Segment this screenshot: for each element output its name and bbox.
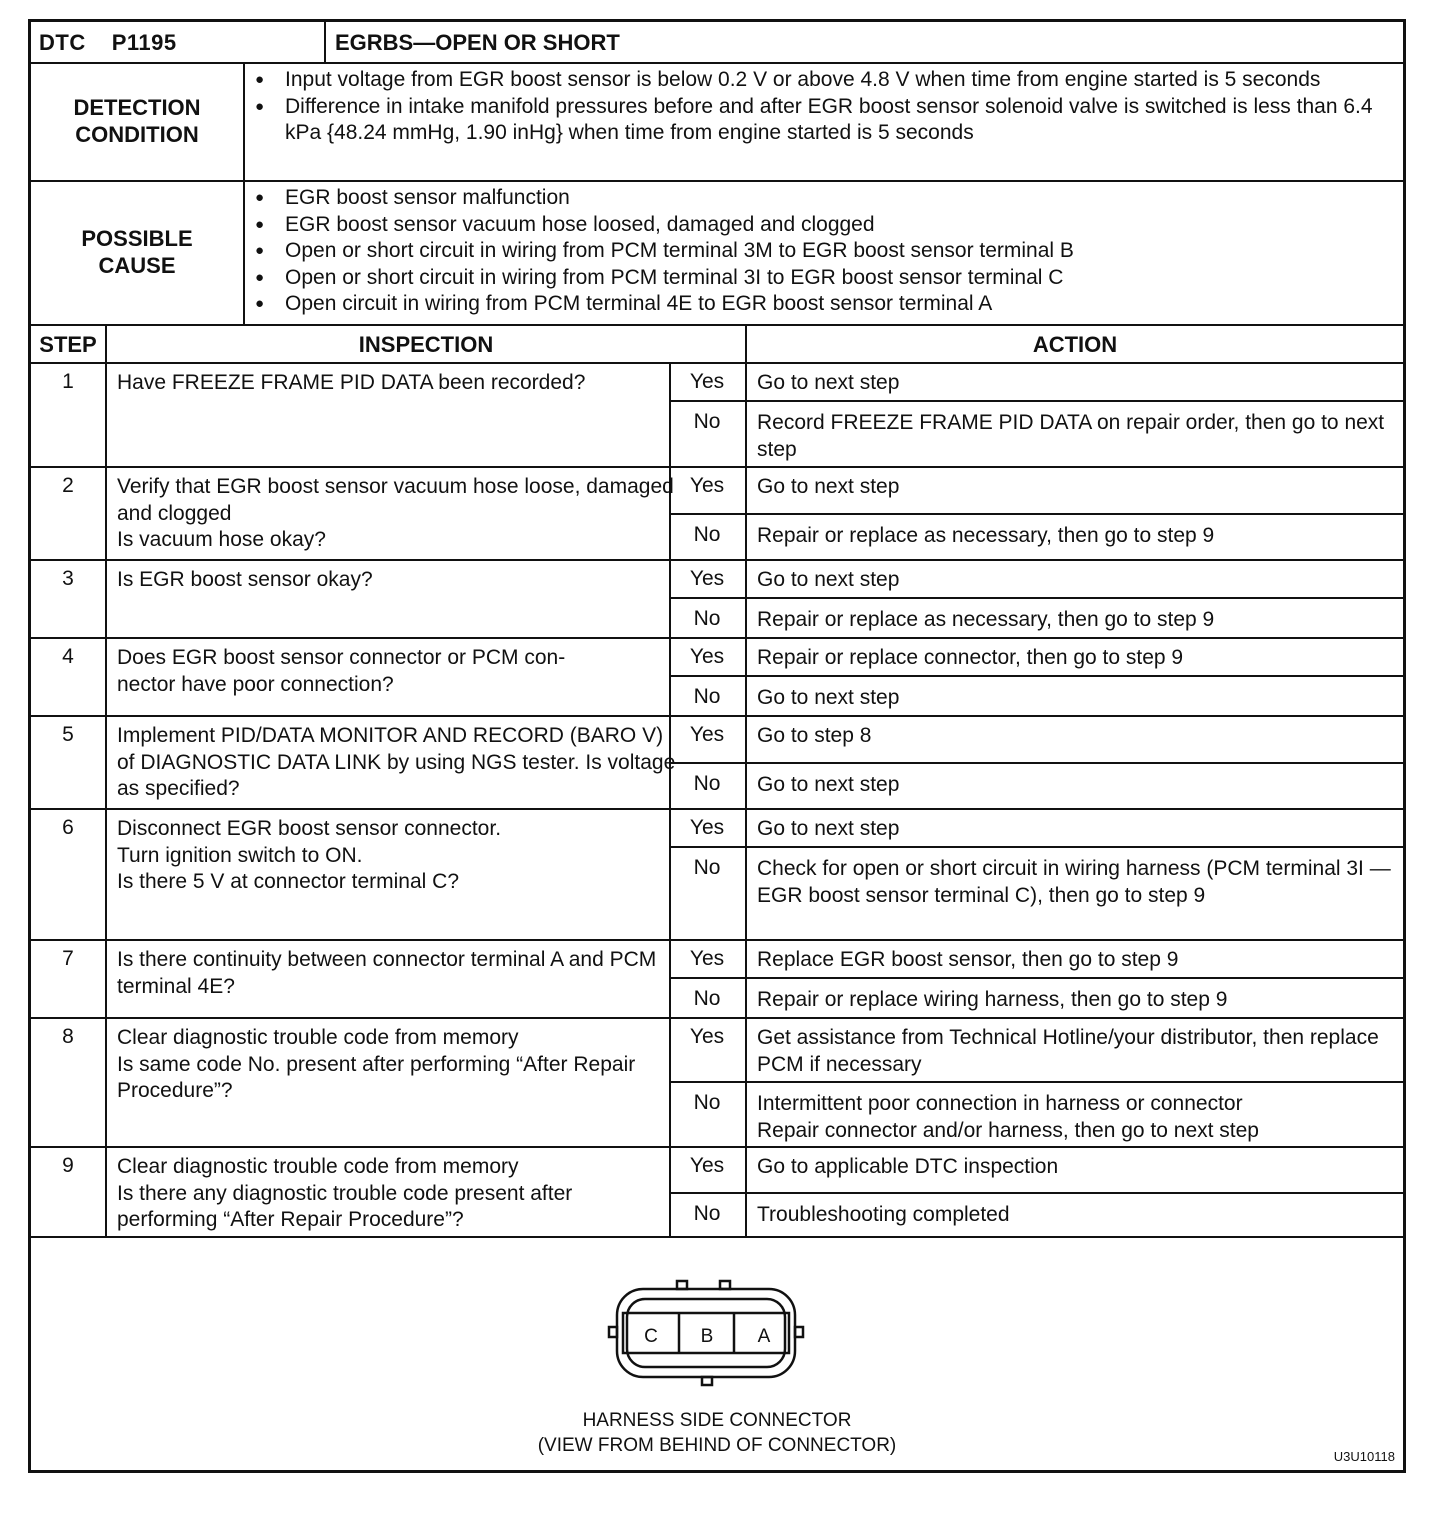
no-label: No <box>693 772 721 795</box>
no-branch <box>669 515 1403 559</box>
yes-branch <box>669 637 1403 677</box>
step-number: 3 <box>62 567 74 590</box>
cause-item: ● Open circuit in wiring from PCM terminal 4E to EGR boost sensor terminal A <box>255 291 1395 318</box>
yes-action: Repair or replace connector, then go to step 9 <box>757 646 1184 669</box>
step-table-header <box>31 324 1403 364</box>
step-inspection: Is there continuity between connector terminal A and PCM terminal 4E? <box>117 948 657 998</box>
no-label: No <box>693 410 721 433</box>
no-label: No <box>693 685 721 708</box>
no-label: No <box>693 607 721 630</box>
cause-item: ● Open or short circuit in wiring from PCM terminal 3M to EGR boost sensor terminal B <box>255 238 1395 265</box>
step-number: 1 <box>62 370 74 393</box>
no-branch <box>669 599 1403 637</box>
no-branch <box>669 848 1403 939</box>
yes-action: Go to next step <box>757 475 900 498</box>
yes-branch <box>669 1146 1403 1194</box>
yes-branch <box>669 1017 1403 1083</box>
cause-item: ● EGR boost sensor malfunction <box>255 185 1395 212</box>
yes-label: Yes <box>689 1025 725 1048</box>
no-branch <box>669 402 1403 466</box>
yes-branch <box>669 559 1403 599</box>
step-row <box>31 808 1403 941</box>
step-number: 9 <box>62 1154 74 1177</box>
no-action: Check for open or short circuit in wiring harness (PCM terminal 3I — EGR boost sensor terminal C), then go to step 9 <box>757 857 1391 907</box>
connector-caption-line1: HARNESS SIDE CONNECTOR <box>582 1410 852 1431</box>
step-inspection: Clear diagnostic trouble code from memory Is there any diagnostic trouble code present after performing “After Repair Procedure”? <box>117 1155 573 1231</box>
yes-branch <box>669 939 1403 979</box>
yes-action: Go to next step <box>757 568 900 591</box>
no-branch <box>669 677 1403 715</box>
connector-caption-line2: (VIEW FROM BEHIND OF CONNECTOR) <box>537 1435 897 1456</box>
no-action: Go to next step <box>757 686 900 709</box>
step-row <box>31 637 1403 717</box>
yes-label: Yes <box>689 645 725 668</box>
no-label: No <box>693 856 721 879</box>
step-inspection: Clear diagnostic trouble code from memory Is same code No. present after performing “After Repair Procedure”? <box>117 1026 636 1102</box>
yes-action: Replace EGR boost sensor, then go to step 9 <box>757 948 1179 971</box>
no-branch <box>669 764 1403 808</box>
no-branch <box>669 1194 1403 1236</box>
no-action: Intermittent poor connection in harness or connector Repair connector and/or harness, then go to next step <box>757 1092 1259 1142</box>
step-inspection: Implement PID/DATA MONITOR AND RECORD (BARO V) of DIAGNOSTIC DATA LINK by using NGS tester. Is voltage as specified? <box>117 724 676 800</box>
step-inspection: Disconnect EGR boost sensor connector. Turn ignition switch to ON. Is there 5 V at connector terminal C? <box>117 817 502 893</box>
step-number: 4 <box>62 645 74 668</box>
step-inspection: Have FREEZE FRAME PID DATA been recorded? <box>117 371 586 394</box>
no-action: Record FREEZE FRAME PID DATA on repair order, then go to next step <box>757 411 1385 461</box>
no-branch <box>669 1083 1403 1146</box>
step-inspection: Does EGR boost sensor connector or PCM con- nector have poor connection? <box>117 646 566 696</box>
terminal-b: B <box>700 1326 714 1347</box>
step-number: 8 <box>62 1025 74 1048</box>
yes-action: Go to next step <box>757 371 900 394</box>
yes-branch <box>669 466 1403 515</box>
yes-label: Yes <box>689 370 725 393</box>
dtc-header <box>31 22 1403 64</box>
step-number: 6 <box>62 816 74 839</box>
detection-item: ● Difference in intake manifold pressures before and after EGR boost sensor solenoid valve is switched is less than 6.4 kPa {48.24 mmHg, 1.90 inHg} when time from engine started is 5 seconds <box>255 94 1395 147</box>
no-label: No <box>693 1091 721 1114</box>
no-label: No <box>693 987 721 1010</box>
step-number: 2 <box>62 474 74 497</box>
yes-label: Yes <box>689 816 725 839</box>
step-row <box>31 559 1403 639</box>
yes-label: Yes <box>689 1154 725 1177</box>
dtc-sheet <box>28 19 1406 1473</box>
cause-item: ● Open or short circuit in wiring from PCM terminal 3I to EGR boost sensor terminal C <box>255 265 1395 292</box>
step-number: 5 <box>62 723 74 746</box>
no-action: Troubleshooting completed <box>757 1203 1010 1226</box>
detection-list <box>255 67 1395 147</box>
cause-label-line1: POSSIBLE <box>81 226 193 251</box>
step-row <box>31 1146 1403 1238</box>
yes-action: Go to next step <box>757 817 900 840</box>
cause-list <box>255 185 1395 318</box>
detection-condition-label <box>31 62 245 180</box>
yes-branch <box>669 715 1403 764</box>
yes-branch <box>669 808 1403 848</box>
yes-action: Go to step 8 <box>757 724 872 747</box>
no-action: Repair or replace as necessary, then go to step 9 <box>757 608 1215 631</box>
step-row <box>31 1017 1403 1148</box>
yes-action: Get assistance from Technical Hotline/your distributor, then replace PCM if necessary <box>757 1026 1379 1076</box>
detection-label-line2: CONDITION <box>75 122 199 147</box>
step-inspection: Verify that EGR boost sensor vacuum hose loose, damaged and clogged Is vacuum hose okay? <box>117 475 674 551</box>
detection-condition-section <box>31 62 1403 182</box>
header-action-divider <box>745 324 747 362</box>
dtc-title: EGRBS—OPEN OR SHORT <box>335 30 620 55</box>
yes-label: Yes <box>689 723 725 746</box>
no-action: Go to next step <box>757 773 900 796</box>
no-action: Repair or replace as necessary, then go to step 9 <box>757 524 1215 547</box>
no-label: No <box>693 1202 721 1225</box>
no-action: Repair or replace wiring harness, then go to step 9 <box>757 988 1228 1011</box>
terminal-c: C <box>644 1326 658 1347</box>
cause-label-line2: CAUSE <box>98 253 176 278</box>
no-label: No <box>693 523 721 546</box>
yes-branch <box>669 362 1403 402</box>
step-row <box>31 715 1403 810</box>
detection-item: ● Input voltage from EGR boost sensor is below 0.2 V or above 4.8 V when time from engine started is 5 seconds <box>255 67 1395 94</box>
possible-cause-section <box>31 180 1403 326</box>
yes-label: Yes <box>689 567 725 590</box>
no-branch <box>669 979 1403 1017</box>
col-step-header: STEP <box>39 332 97 357</box>
step-inspection: Is EGR boost sensor okay? <box>117 568 373 591</box>
step-row <box>31 466 1403 561</box>
cause-item: ● EGR boost sensor vacuum hose loosed, damaged and clogged <box>255 212 1395 239</box>
detection-label-line1: DETECTION <box>73 95 201 120</box>
dtc-id <box>39 30 177 56</box>
connector-figure <box>31 1236 1403 1470</box>
step-row <box>31 362 1403 468</box>
yes-label: Yes <box>689 947 725 970</box>
col-action-header: ACTION <box>1032 332 1118 357</box>
yes-action: Go to applicable DTC inspection <box>757 1155 1059 1178</box>
col-inspection-header: INSPECTION <box>358 332 494 357</box>
dtc-code: P1195 <box>111 30 177 55</box>
figure-code: U3U10118 <box>1333 1449 1395 1464</box>
header-divider <box>324 22 326 62</box>
dtc-label: DTC <box>39 30 86 55</box>
step-row <box>31 939 1403 1019</box>
terminal-a: A <box>757 1326 771 1347</box>
step-number: 7 <box>62 947 74 970</box>
yes-label: Yes <box>689 474 725 497</box>
possible-cause-label <box>31 180 245 324</box>
